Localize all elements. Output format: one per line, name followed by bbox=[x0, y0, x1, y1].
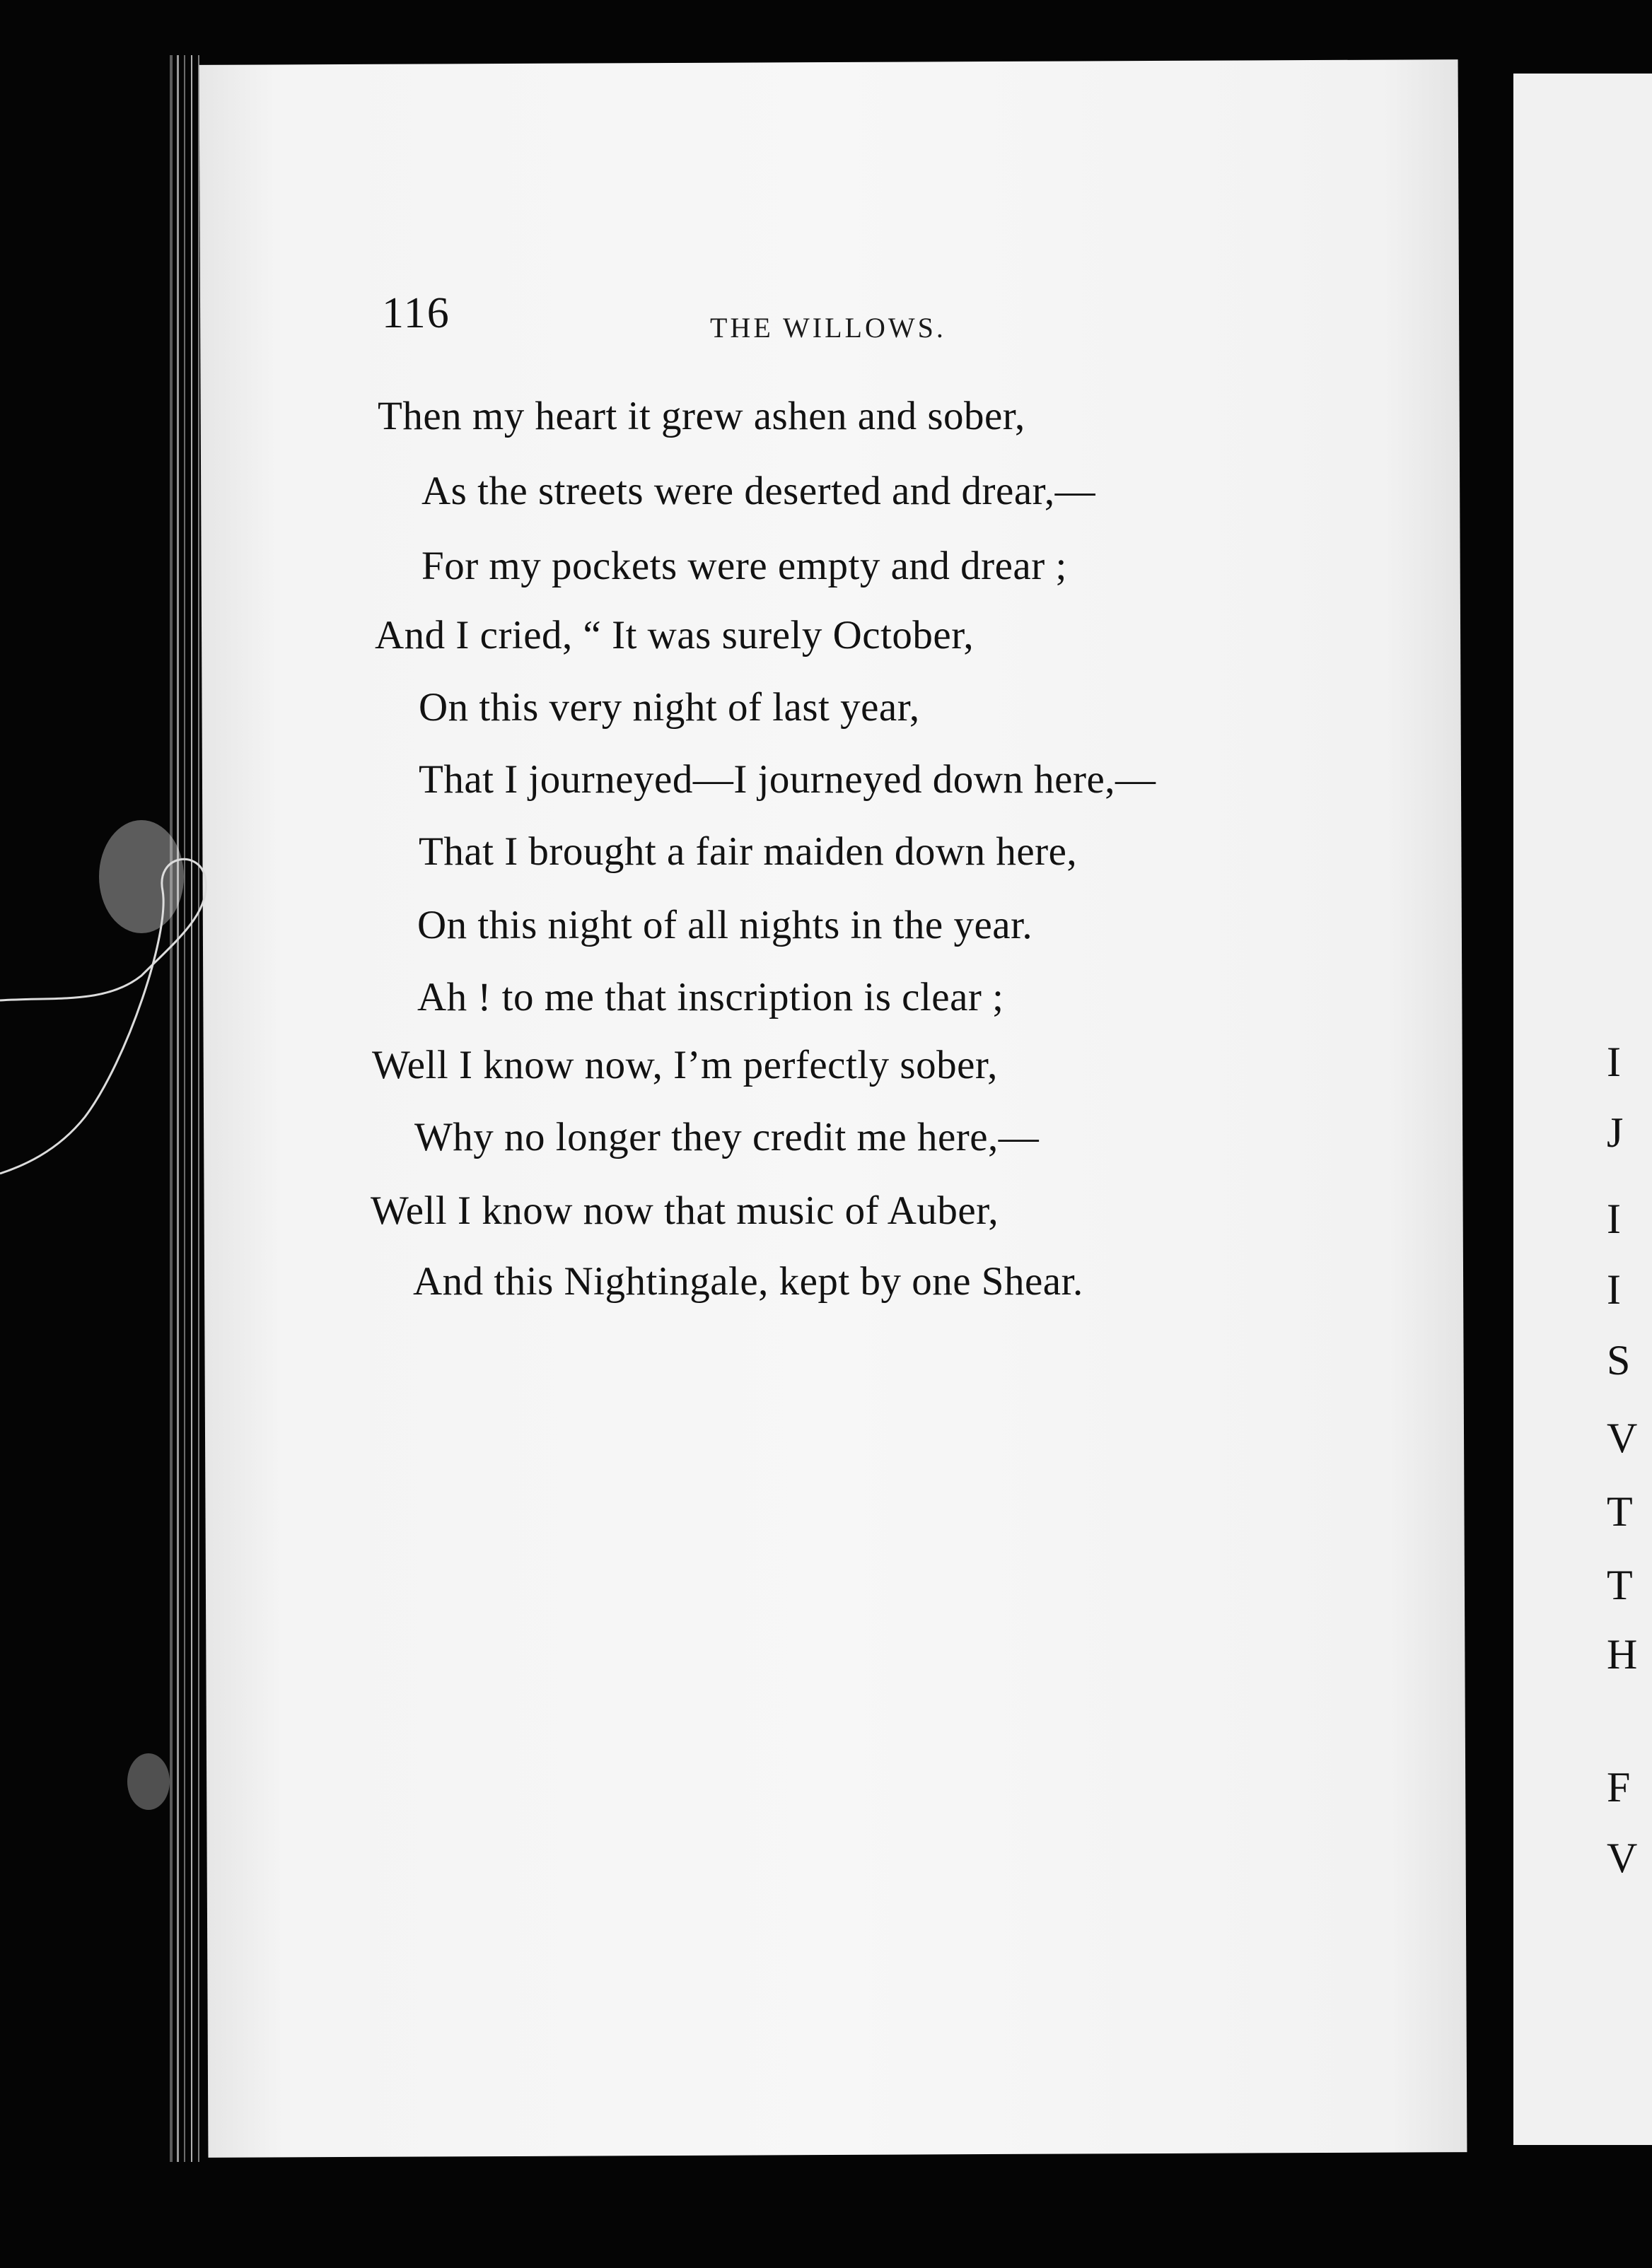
poem-line: And this Nightingale, kept by one Shear. bbox=[413, 1259, 1083, 1304]
poem-line: That I brought a fair maiden down here, bbox=[419, 829, 1078, 874]
facing-page-letter: V bbox=[1607, 1835, 1638, 1881]
page-number: 116 bbox=[382, 289, 450, 337]
poem-line: Then my heart it grew ashen and sober, bbox=[378, 394, 1025, 438]
poem-line: For my pockets were empty and drear ; bbox=[421, 544, 1067, 588]
facing-page-letter: T bbox=[1607, 1562, 1633, 1608]
facing-page-letter: S bbox=[1607, 1337, 1631, 1384]
facing-page-letter: J bbox=[1607, 1109, 1624, 1156]
facing-page-letter: I bbox=[1607, 1039, 1621, 1085]
poem-line: Ah ! to me that inscription is clear ; bbox=[417, 975, 1004, 1019]
poem-line: On this night of all nights in the year. bbox=[417, 903, 1033, 947]
poem-line: Why no longer they credit me here,— bbox=[414, 1115, 1040, 1159]
running-head: THE WILLOWS. bbox=[710, 312, 946, 344]
facing-page-letter: I bbox=[1607, 1196, 1621, 1242]
poem-line: Well I know now that music of Auber, bbox=[371, 1188, 999, 1233]
facing-page-letter: V bbox=[1607, 1415, 1638, 1461]
facing-page-letter: I bbox=[1607, 1266, 1621, 1313]
facing-page-letter: H bbox=[1607, 1631, 1638, 1678]
facing-page-letter: T bbox=[1607, 1488, 1633, 1535]
facing-page-letter: F bbox=[1607, 1764, 1631, 1811]
poem-line: As the streets were deserted and drear,— bbox=[421, 469, 1096, 513]
facing-page-text bbox=[1607, 0, 1652, 2268]
poem-line: On this very night of last year, bbox=[419, 685, 920, 730]
poem-line: And I cried, “ It was surely October, bbox=[375, 613, 975, 657]
poem-line: Well I know now, I’m perfectly sober, bbox=[372, 1043, 998, 1087]
poem-line: That I journeyed—I journeyed down here,— bbox=[419, 757, 1156, 802]
